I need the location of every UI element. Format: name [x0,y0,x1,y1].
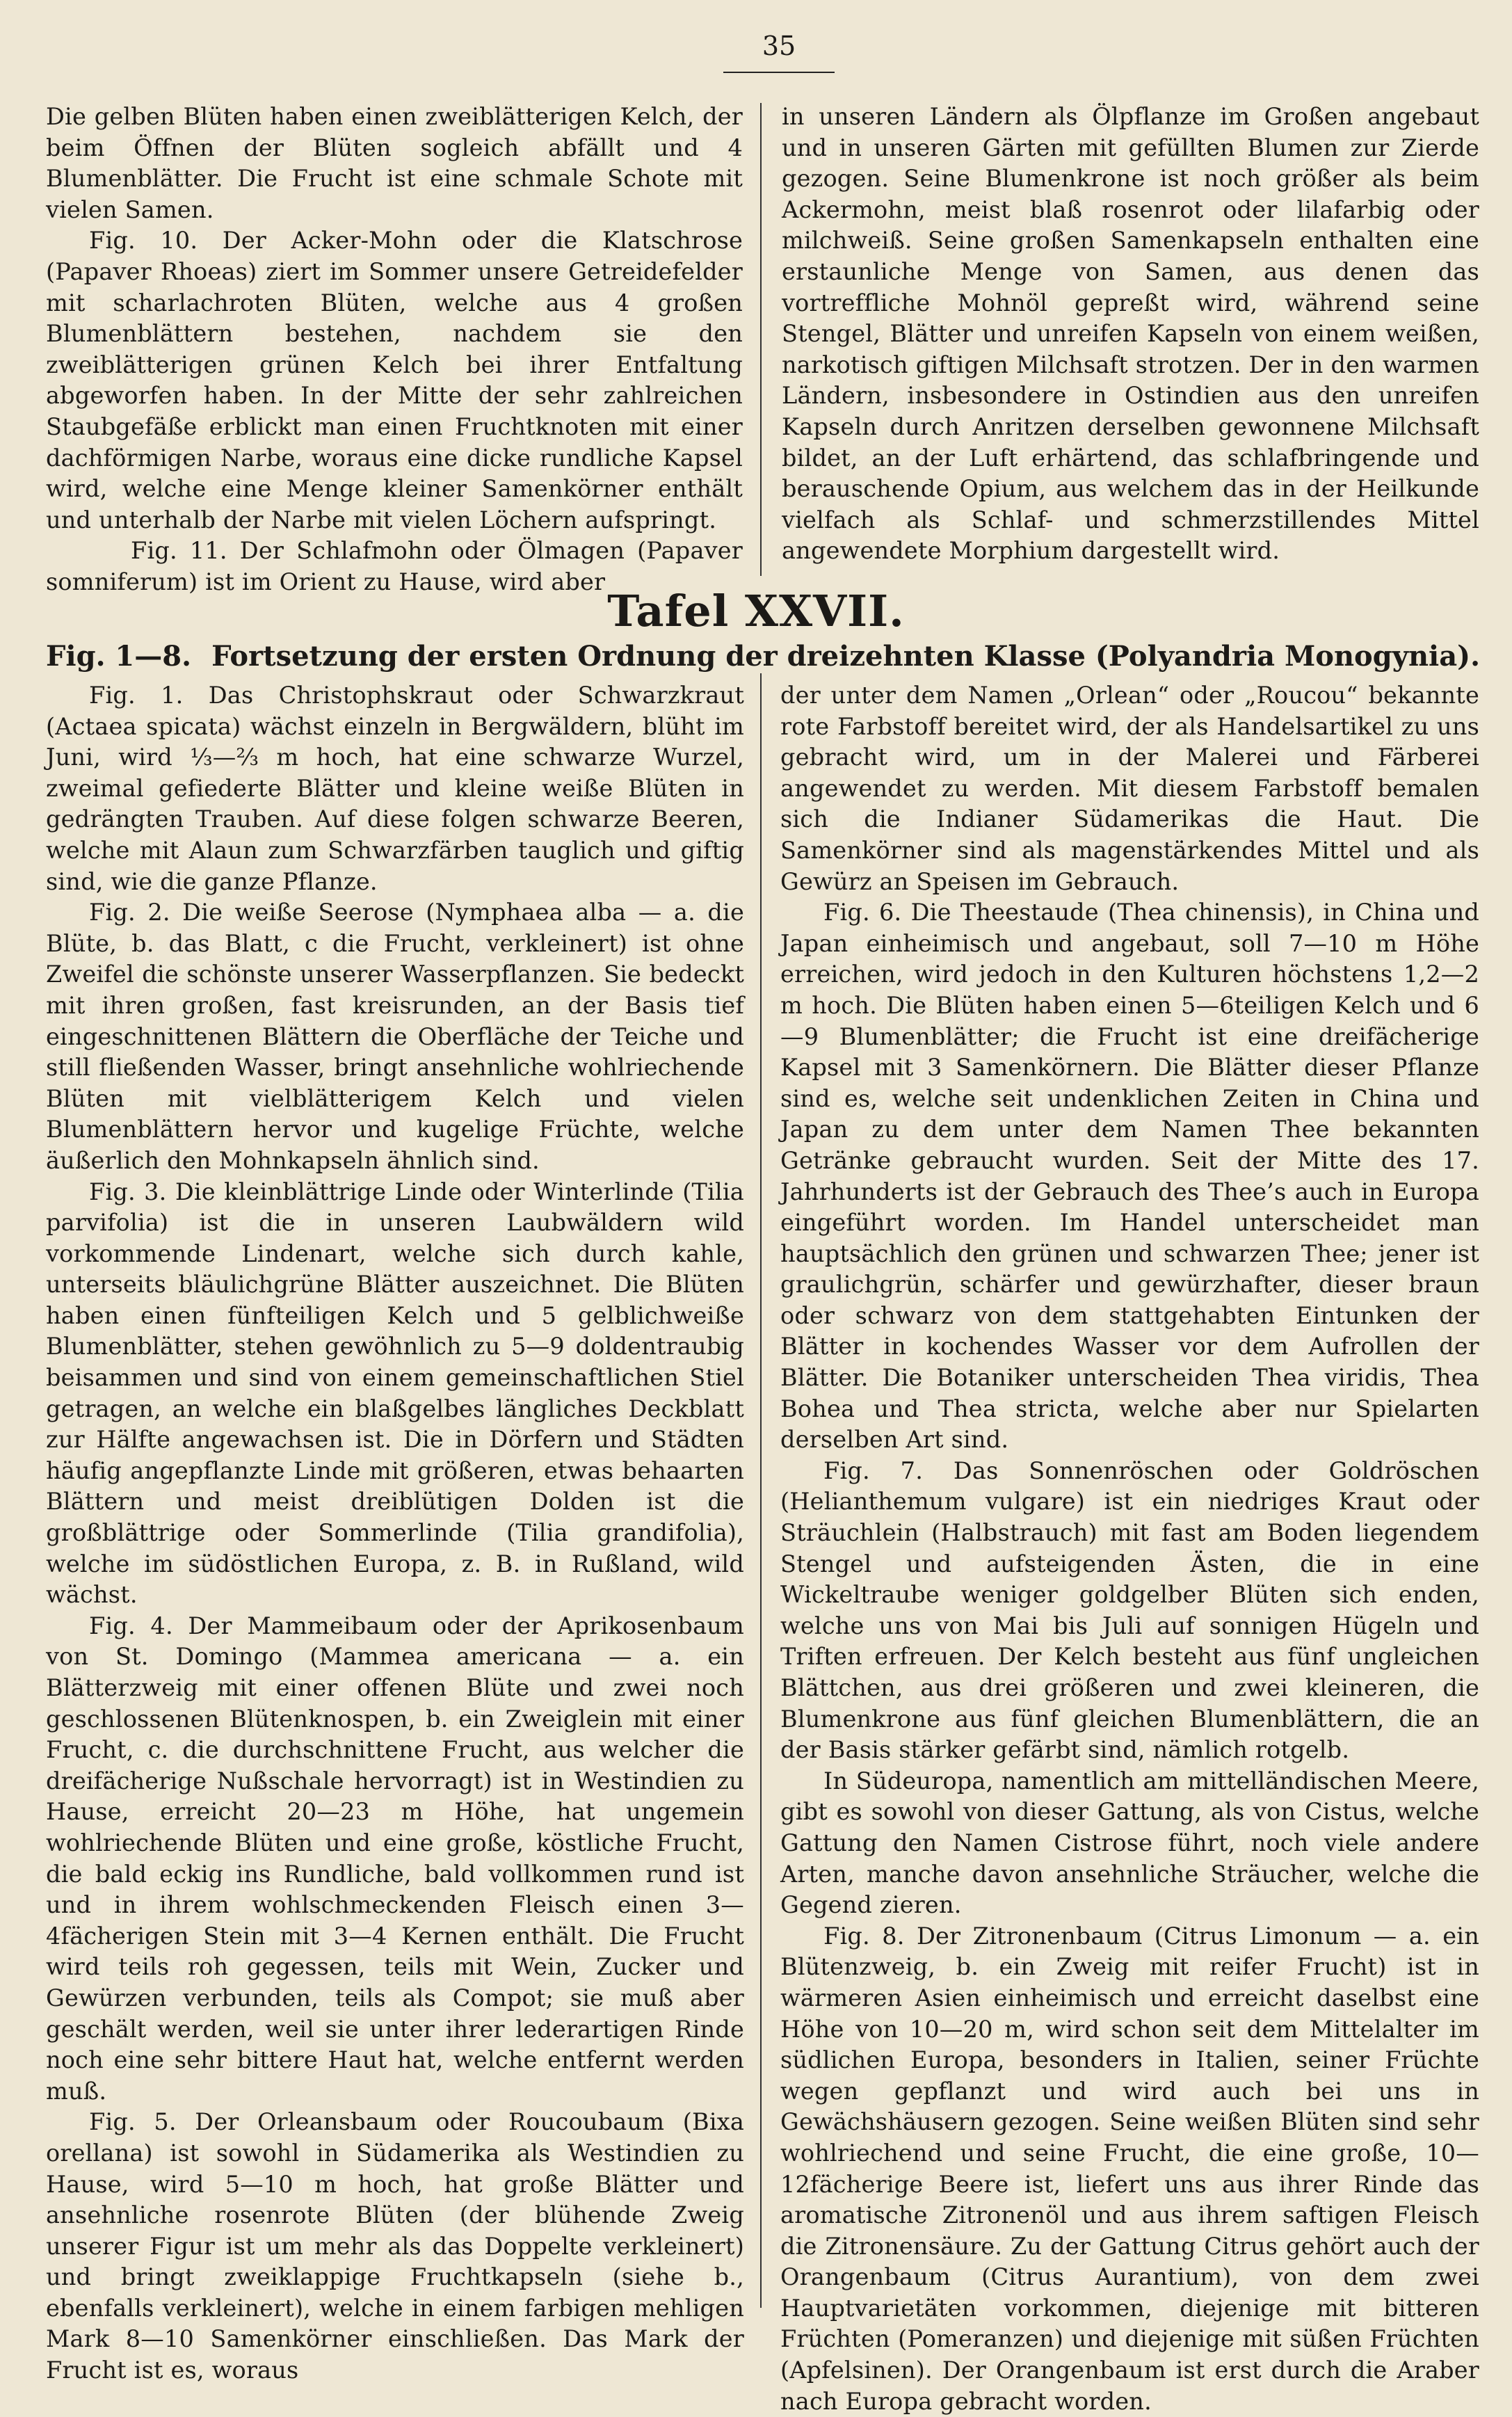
paragraph: Fig. 11. Der Schlafmohn oder Ölmagen (Papaver somniferum) ist im Orient zu Hause, wird aber [46,537,743,595]
paragraph: Fig. 7. Das Sonnenröschen oder Goldröschen (Helianthemum vulgare) ist ein niedriges Kraut oder Sträuchlein (Halbstrauch) mit fast am Boden liegendem Stengel und aufsteigenden Ästen, die in eine Wickeltraube weniger goldgelber Blüten sich enden, welche uns von Mai bis Juli auf sonnigen Hügeln und Triften erfreuen. Der Kelch besteht aus fünf ungleichen Blättchen, aus drei größeren und zwei kleineren, die Blumenkrone aus fünf gleichen Blumenblättern, die an der Basis stärker gefärbt sind, nämlich rotgelb. [780,1456,1479,1764]
paragraph: Die gelben Blüten haben einen zweiblätterigen Kelch, der beim Öffnen der Blüten sogleich abfällt und 4 Blumenblätter. Die Frucht ist eine schmale Schote mit vielen Samen. [46,103,743,223]
section-heading-text: Fortsetzung der ersten Ordnung der dreizehnten Klasse (Polyandria Monogynia). [211,640,1480,673]
section-heading [46,640,1480,673]
column-divider [760,673,762,2308]
paragraph: Fig. 2. Die weiße Seerose (Nymphaea alba — a. die Blüte, b. das Blatt, c die Frucht, verkleinert) ist ohne Zweifel die schönste unserer Wasserpflanzen. Sie bedeckt mit ihren großen, fast kreisrunden, an der Basis tief eingeschnittenen Blättern die Oberfläche der Teiche und still fließenden Wasser, bringt ansehnliche wohlriechende Blüten mit vielblätterigem Kelch und vielen Blumenblättern hervor und kugelige Früchte, welche äußerlich den Mohnkapseln ähnlich sind. [46,899,744,1174]
top-left-column [46,102,743,595]
page-number: 35 [762,31,796,61]
bottom-left-column [46,680,744,2384]
paragraph: Fig. 4. Der Mammeibaum oder der Aprikosenbaum von St. Domingo (Mammea americana — a. ein Blätterzweig mit einer offenen Blüte und zwei noch geschlossenen Blütenknospen, b. ein Zweiglein mit einer Frucht, c. die durchschnittene Frucht, aus welcher die dreifächerige Nußschale hervorragt) ist in Westindien zu Hause, erreicht 20—23 m Höhe, hat ungemein wohlriechende Blüten und eine große, köstliche Frucht, die bald eckig ins Rundliche, bald vollkommen rund ist und in ihrem wohlschmeckenden Fleisch einen 3—4fächerigen Stein mit 3—4 Kernen enthält. Die Frucht wird teils roh gegessen, teils mit Wein, Zucker und Gewürzen verbunden, teils als Compot; sie muß aber geschält werden, weil sie unter ihrer lederartigen Rinde noch eine sehr bittere Haut hat, welche entfernt werden muß. [46,1612,744,2105]
plate-title: Tafel XXVII. [607,586,905,636]
paragraph: Fig. 1. Das Christophskraut oder Schwarzkraut (Actaea spicata) wächst einzeln in Bergwäldern, blüht im Juni, wird ⅓—⅔ m hoch, hat eine schwarze Wurzel, zweimal gefiederte Blätter und kleine weiße Blüten in gedrängten Trauben. Auf diese folgen schwarze Beeren, welche mit Alaun zum Schwarzfärben tauglich und giftig sind, wie die ganze Pflanze. [46,682,744,895]
paragraph: Fig. 8. Der Zitronenbaum (Citrus Limonum — a. ein Blütenzweig, b. ein Zweig mit reifer Frucht) ist in wärmeren Asien einheimisch und erreicht daselbst eine Höhe von 10—20 m, wird schon seit dem Mittelalter im südlichen Europa, besonders in Italien, seiner Früchte wegen gepflanzt und wird auch bei uns in Gewächshäusern gezogen. Seine weißen Blüten sind sehr wohlriechend und seine Frucht, die eine große, 10—12fächerige Beere ist, liefert uns aus ihrer Rinde das aromatische Zitronenöl und aus ihrem saftigen Fleisch die Zitronensäure. Zu der Gattung Citrus gehört auch der Orangenbaum (Citrus Aurantium), von dem zwei Hauptvarietäten vorkommen, diejenige mit bitteren Früchten (Pomeranzen) und diejenige mit süßen Früchten (Apfelsinen). Der Orangenbaum ist erst durch die Araber nach Europa gebracht worden. [780,1922,1479,2415]
paragraph: In Südeuropa, namentlich am mittelländischen Meere, gibt es sowohl von dieser Gattung, als von Cistus, welche Gattung den Namen Cistrose führt, noch viele andere Arten, manche davon ansehnliche Sträucher, welche die Gegend zieren. [780,1767,1479,1919]
paragraph: Fig. 3. Die kleinblättrige Linde oder Winterlinde (Tilia parvifolia) ist die in unseren Laubwäldern wild vorkommende Lindenart, welche sich durch kahle, unterseits bläulichgrüne Blätter auszeichnet. Die Blüten haben einen fünfteiligen Kelch und 5 gelblichweiße Blumenblätter, stehen gewöhnlich zu 5—9 doldentraubig beisammen und sind von einem gemeinschaftlichen Stiel getragen, an welche ein blaßgelbes längliches Deckblatt zur Hälfte angewachsen ist. Die in Dörfern und Städten häufig angepflanzte Linde mit größeren, etwas behaarten Blättern und meist dreiblütigen Dolden ist die großblättrige oder Sommerlinde (Tilia grandifolia), welche im südöstlichen Europa, z. B. in Rußland, wild wächst. [46,1178,744,1609]
page-number-rule [723,72,835,73]
fig-range: Fig. 1—8. [46,640,192,673]
paragraph: in unseren Ländern als Ölpflanze im Großen angebaut und in unseren Gärten mit gefüllten Blumen zur Zierde gezogen. Seine Blumenkrone ist noch größer als beim Ackermohn, meist blaß rosenrot oder lilafarbig oder milchweiß. Seine großen Samenkapseln enthalten eine erstaunliche Menge von Samen, aus denen das vortreffliche Mohnöl gepreßt wird, während seine Stengel, Blätter und unreifen Kapseln von einem weißen, narkotisch giftigen Milchsaft strotzen. Der in den warmen Ländern, insbesondere in Ostindien aus den unreifen Kapseln durch Anritzen derselben gewonnene Milchsaft bildet, an der Luft erhärtend, das schlafbringende und berauschende Opium, aus welchem das in der Heilkunde vielfach als Schlaf- und schmerzstillendes Mittel angewendete Morphium dargestellt wird. [782,103,1479,565]
column-divider [760,103,762,576]
top-right-column [782,102,1479,581]
paragraph: Fig. 10. Der Acker-Mohn oder die Klatschrose (Papaver Rhoeas) ziert im Sommer unsere Getreidefelder mit scharlachroten Blüten, welche aus 4 großen Blumenblättern bestehen, nachdem sie den zweiblätterigen grünen Kelch bei ihrer Entfaltung abgeworfen haben. In der Mitte der sehr zahlreichen Staubgefäße erblickt man einen Fruchtknoten mit einer dachförmigen Narbe, woraus eine dicke rundliche Kapsel wird, welche eine Menge kleiner Samenkörner enthält und unterhalb der Narbe mit vielen Löchern aufspringt. [46,227,743,533]
bottom-right-column [780,680,1479,2415]
paragraph: Fig. 6. Die Theestaude (Thea chinensis), in China und Japan einheimisch und angebaut, soll 7—10 m Höhe erreichen, wird jedoch in den Kulturen höchstens 1,2—2 m hoch. Die Blüten haben einen 5—6teiligen Kelch und 6—9 Blumenblätter; die Frucht ist eine dreifächerige Kapsel mit 3 Samenkörnern. Die Blätter dieser Pflanze sind es, welche seit undenklichen Zeiten in China und Japan zu dem unter dem Namen Thee bekannten Getränke gebraucht wurden. Seit der Mitte des 17. Jahrhunderts ist der Gebrauch des Thee’s auch in Europa eingeführt worden. Im Handel unterscheidet man hauptsächlich den grünen und schwarzen Thee; jener ist graulichgrün, schärfer und gewürzhafter, dieser braun oder schwarz von dem stattgehabten Eintunken der Blätter in kochendes Wasser vor dem Aufrollen der Blätter. Die Botaniker unterscheiden Thea viridis, Thea Bohea und Thea stricta, welche aber nur Spielarten derselben Art sind. [780,899,1479,1454]
paragraph: der unter dem Namen „Orlean“ oder „Roucou“ bekannte rote Farbstoff bereitet wird, der als Handelsartikel zu uns gebracht wird, um in der Malerei und Färberei angewendet zu werden. Mit diesem Farbstoff bemalen sich die Indianer Südamerikas die Haut. Die Samenkörner sind als magenstärkendes Mittel und als Gewürz an Speisen im Gebrauch. [780,682,1479,895]
paragraph: Fig. 5. Der Orleansbaum oder Roucoubaum (Bixa orellana) ist sowohl in Südamerika als Westindien zu Hause, wird 5—10 m hoch, hat große Blätter und ansehnliche rosenrote Blüten (der blühende Zweig unserer Figur ist um mehr als das Doppelte verkleinert) und bringt zweiklappige Fruchtkapseln (siehe b., ebenfalls verkleinert), welche in einem farbigen mehligen Mark 8—10 Samenkörner einschließen. Das Mark der Frucht ist es, woraus [46,2108,744,2384]
